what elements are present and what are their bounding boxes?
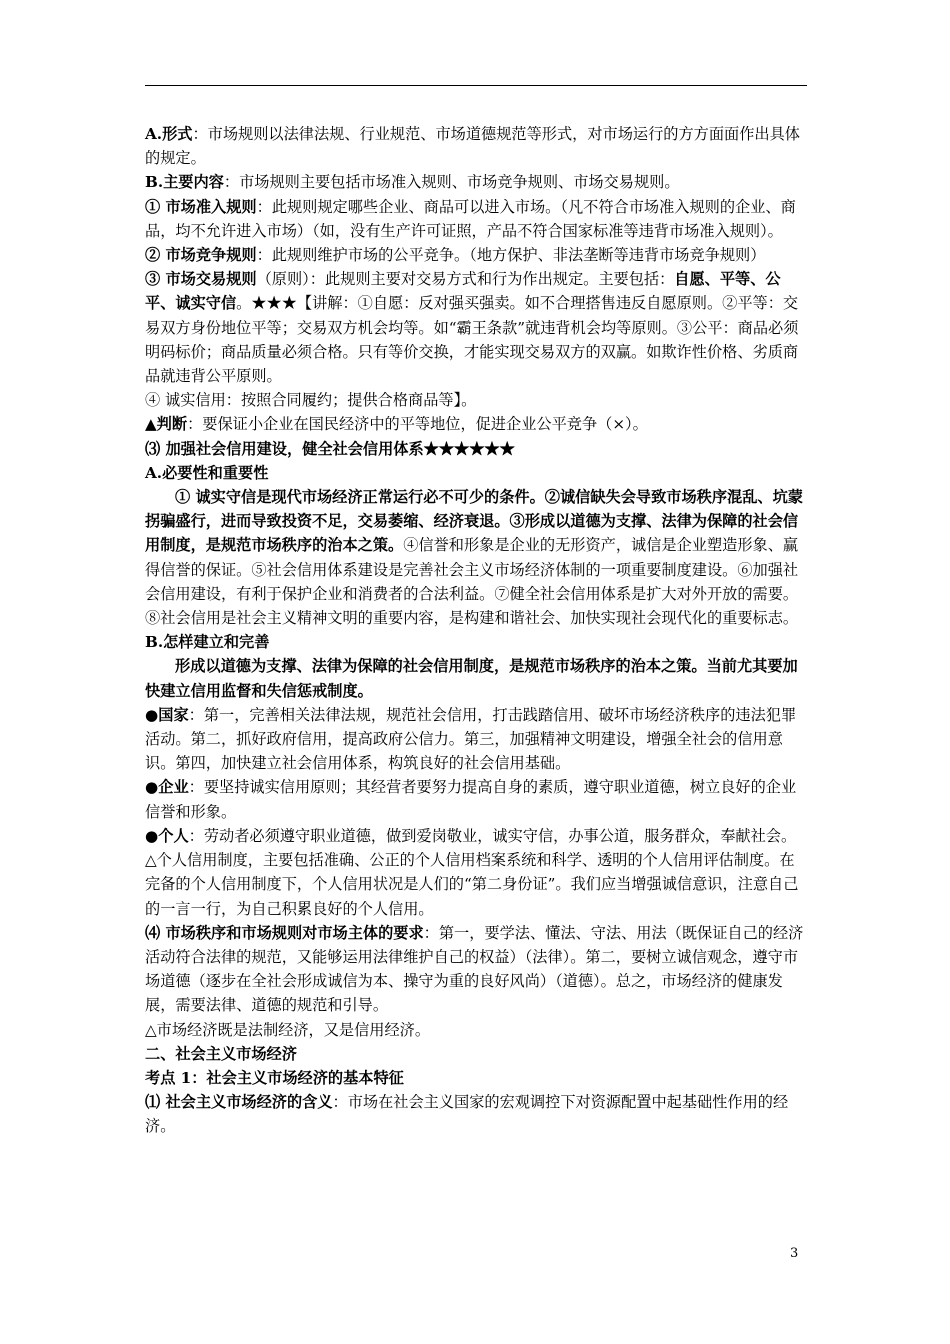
line-competition-rules (145, 243, 807, 267)
line-market-requirements (145, 921, 807, 1018)
line-country (145, 703, 807, 776)
subheading-necessity (145, 461, 807, 485)
page-number: 3 (790, 1246, 799, 1261)
section-heading-credit (145, 437, 807, 461)
line-text: ：此规则规定哪些企业、商品可以进入市场。（凡不符合市场准入规则的企业、商品，均不允许进入市场）（如，没有生产许可证照，产品不符合国家标准等违背市场准入规则）。 (145, 197, 796, 240)
paragraph-text: ④信誉和形象是企业的无形资产，诚信是企业塑造形象、赢得信誉的保证。⑤社会信用体系建设是完善社会主义市场经济体制的一项重要制度建设。⑥加强社会信用建设，有利于保护企业和消费者的合法利益。⑦健全社会信用体系是扩大对外开放的需要。⑧社会信用是社会主义精神文明的重要内容，是构建和谐社会、加快实现社会现代化的重要标志。 (145, 536, 799, 628)
line-heading: A.必要性和重要性 (145, 463, 269, 482)
line-heading: 二、社会主义市场经济 (145, 1044, 297, 1063)
line-heading: ●国家 (145, 705, 189, 724)
line-main-content (145, 170, 807, 194)
header-rule (145, 85, 807, 86)
line-text: △个人信用制度，主要包括准确、公正的个人信用档案系统和科学、透明的个人信用评估制度。在完备的个人信用制度下，个人信用状况是人们的“第二身份证”。我们应当增强诚信意识，注意自己的一言一行，为自己积累良好的个人信用。 (145, 851, 799, 918)
line-heading: 考点 1：社会主义市场经济的基本特征 (145, 1068, 404, 1087)
line-heading: A.形式 (145, 125, 193, 143)
line-heading: ② 市场竞争规则 (145, 246, 257, 265)
line-heading: ●个人 (145, 826, 189, 845)
line-heading: B.主要内容 (145, 173, 224, 192)
line-heading: ▲判断 (145, 415, 188, 434)
line-trade-rules (145, 267, 807, 388)
line-text: ：第一，要学法、懂法、守法、用法（既保证自己的经济活动符合法律的规范，又能够运用法律维护自己的权益）（法律）。第二，要树立诚信观念，遵守市场道德（逐步在全社会形成诚信为本、操守为重的良好风尚）（道德）。总之，市场经济的健康发展，需要法律、道德的规范和引导。 (145, 923, 804, 1015)
line-text: （原则）：此规则主要对交易方式和行为作出规定。主要包括： (256, 270, 675, 289)
line-text: ④ 诚实信用：按照合同履约；提供合格商品等】。 (145, 391, 477, 410)
paragraph-how: 形成以道德为支撑、法律为保障的社会信用制度，是规范市场秩序的治本之策。当前尤其要加快建立信用监督和失信惩戒制度。 (145, 657, 798, 700)
line-text: ：劳动者必须遵守职业道德，做到爱岗敬业，诚实守信，办事公道，服务群众，奉献社会。 (188, 826, 797, 845)
line-text: ：市场在社会主义国家的宏观调控下对资源配置中起基础性作用的经济。 (145, 1093, 789, 1136)
line-text: ：市场规则以法律法规、行业规范、市场道德规范等形式，对市场运行的方方面面作出具体的规定。 (145, 125, 800, 168)
page-content (145, 122, 807, 1139)
line-heading: ③ 市场交易规则 (145, 270, 257, 289)
line-heading: ① 市场准入规则 (145, 197, 257, 216)
paragraph-necessity (145, 485, 807, 630)
section-heading-socialist (145, 1042, 807, 1066)
line-heading: ●企业 (145, 778, 189, 797)
line-individual (145, 824, 807, 848)
line-text: ：要坚持诚实信用原则；其经营者要努力提高自身的素质，遵守职业道德，树立良好的企业信誉和形象。 (145, 778, 797, 821)
line-honesty (145, 388, 807, 412)
line-enterprise (145, 775, 807, 823)
line-text: △市场经济既是法制经济，又是信用经济。 (145, 1020, 431, 1039)
line-text: ：此规则维护市场的公平竞争。（地方保护、非法垄断等违背市场竞争规则） (256, 246, 766, 265)
line-heading: ⑴ 社会主义市场经济的含义 (145, 1093, 333, 1112)
line-heading: ⑶ 加强社会信用建设，健全社会信用体系★★★★★★ (145, 439, 515, 458)
line-text: 。★★★【讲解：①自愿：反对强买强卖。如不合理搭售违反自愿原则。②平等：交易双方身份地位平等；交易双方机会均等。如“霸王条款”就违背机会均等原则。③公平：商品必须明码标价；商品质量必须合格。只有等价交换，才能实现交易双方的双赢。如欺诈性价格、劣质商品就违背公平原则。 (145, 294, 799, 386)
paragraph-bold: ① 诚实守信是现代市场经济正常运行必不可少的条件。②诚信缺失会导致市场秩序混乱、坑蒙拐骗盛行，进而导致投资不足，交易萎缩、经济衰退。③形成以道德为支撑、法律为保障的社会信用制度，是规范市场秩序的治本之策。 (145, 488, 803, 555)
line-text: ：第一，完善相关法律法规，规范社会信用，打击践踏信用、破坏市场经济秩序的违法犯罪活动。第二，抓好政府信用，提高政府公信力。第三，加强精神文明建设，增强全社会的信用意识。第四，加快建立社会信用体系，构筑良好的社会信用基础。 (145, 705, 797, 773)
line-market-economy (145, 1018, 807, 1042)
line-heading: ⑷ 市场秩序和市场规则对市场主体的要求 (145, 923, 424, 942)
line-text: ：市场规则主要包括市场准入规则、市场竞争规则、市场交易规则。 (223, 173, 680, 192)
subheading-how: B.怎样建立和完善 (145, 633, 270, 652)
line-judgement (145, 412, 807, 436)
subheading-exam-point-1 (145, 1066, 807, 1090)
line-form (145, 122, 807, 170)
line-definition (145, 1090, 807, 1138)
line-heading: 自愿、平等、公平、诚实守信 (145, 270, 781, 313)
line-access-rules (145, 195, 807, 243)
line-personal-credit (145, 848, 807, 921)
line-text: ：要保证小企业在国民经济中的平等地位，促进企业公平竞争（×）。 (187, 415, 648, 434)
